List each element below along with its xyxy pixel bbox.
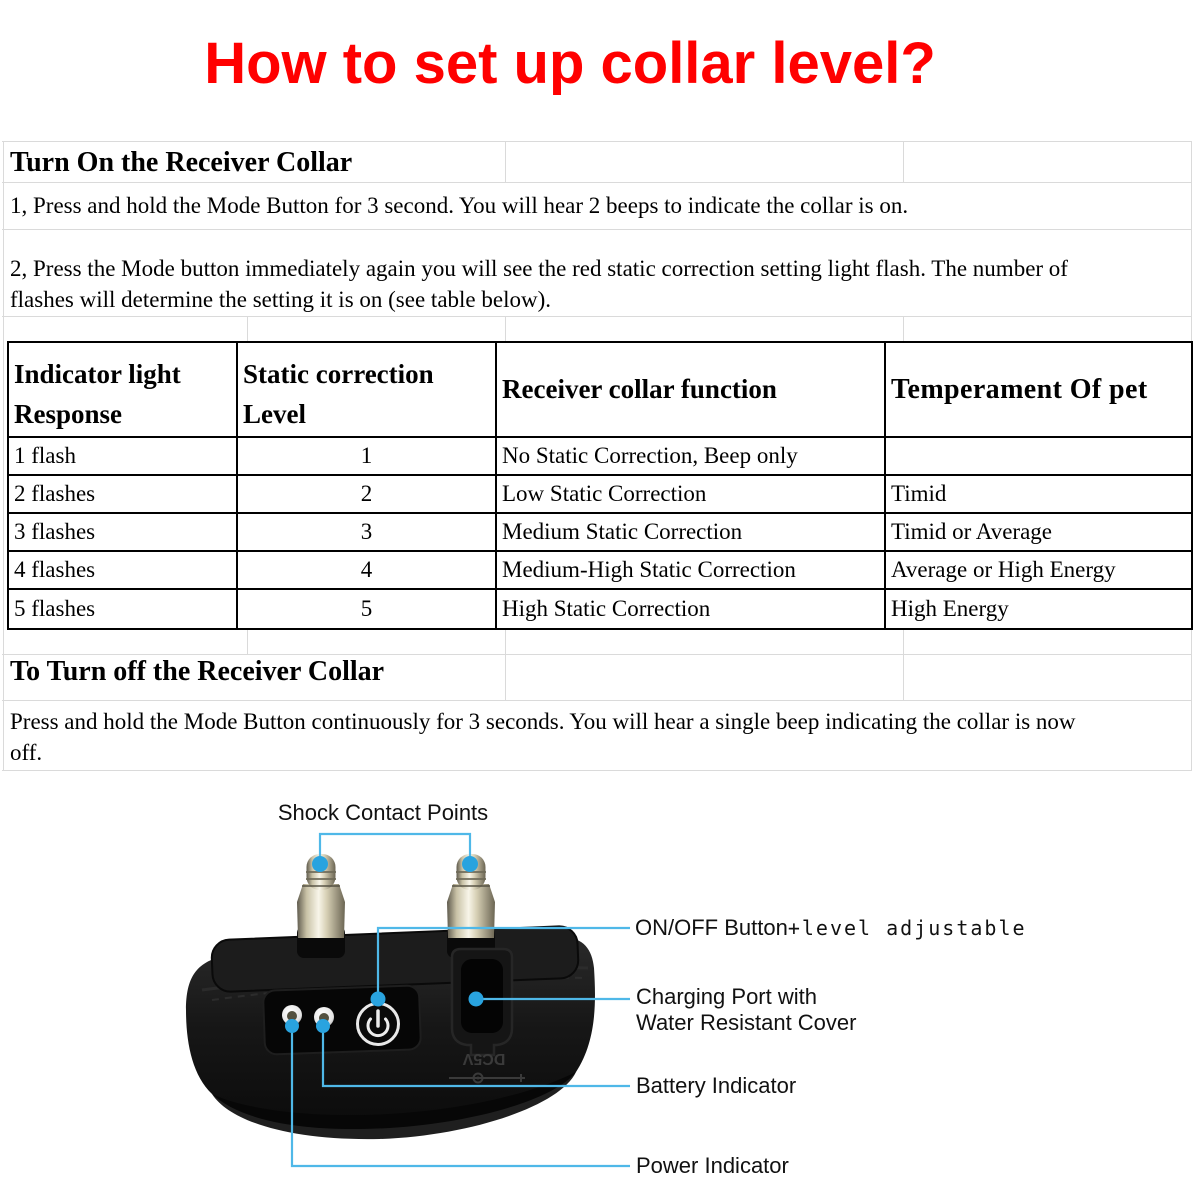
- table-row-cell: Medium-High Static Correction: [497, 552, 886, 590]
- table-row-cell: No Static Correction, Beep only: [497, 438, 886, 476]
- table-row-cell: 4 flashes: [9, 552, 238, 590]
- table-row-cell: 1 flash: [9, 438, 238, 476]
- mode-power-button: [358, 1004, 399, 1045]
- onoff-dot: [371, 992, 386, 1007]
- onoff-button-label: ON/OFF Button+level adjustable: [635, 915, 1027, 940]
- battery-dot: [316, 1019, 330, 1033]
- table-row-cell: 3: [238, 514, 497, 552]
- power-indicator-label: Power Indicator: [636, 1153, 789, 1178]
- table-row-cell: 3 flashes: [9, 514, 238, 552]
- table-row-cell: 1: [238, 438, 497, 476]
- shock-dot-right: [462, 856, 478, 872]
- col-header-function: Receiver collar function: [497, 343, 886, 438]
- paragraph-turn-off: [10, 706, 1200, 768]
- heading-turn-on: Turn On the Receiver Collar: [10, 147, 353, 178]
- table-row-cell: High Static Correction: [497, 590, 886, 628]
- table-row-cell: Timid or Average: [886, 514, 1191, 552]
- col-header-indicator: Indicator light Response: [9, 343, 238, 438]
- shock-contact-points-label: Shock Contact Points: [277, 800, 489, 825]
- col-header-temperament: Temperament Of pet: [886, 343, 1191, 438]
- table-row-cell: 2 flashes: [9, 476, 238, 514]
- shock-dot-left: [312, 856, 328, 872]
- correction-level-table: [7, 341, 1193, 630]
- paragraph-step2: [10, 253, 1200, 315]
- turnoff-line2: off.: [10, 740, 43, 765]
- table-row-cell: 5 flashes: [9, 590, 238, 628]
- dc5v-text: DC5V: [462, 1050, 506, 1067]
- col-header-static-level: Static correction Level: [238, 343, 497, 438]
- page-title: How to set up collar level?: [204, 31, 936, 96]
- step2-line2: flashes will determine the setting it is on (see table below).: [10, 287, 551, 312]
- table-row-cell: Average or High Energy: [886, 552, 1191, 590]
- table-row-cell: 5: [238, 590, 497, 628]
- table-row-cell: Medium Static Correction: [497, 514, 886, 552]
- table-row-cell: 2: [238, 476, 497, 514]
- table-row-cell: Low Static Correction: [497, 476, 886, 514]
- table-row-cell: 4: [238, 552, 497, 590]
- battery-indicator-label: Battery Indicator: [636, 1073, 797, 1098]
- turnoff-line1: Press and hold the Mode Button continuously for 3 seconds. You will hear a single beep indicating the collar is now: [10, 709, 1076, 734]
- shock-callout-line: [320, 834, 470, 860]
- charging-port-label: Charging Port with Water Resistant Cover: [636, 984, 857, 1035]
- collar-diagram: [0, 780, 1200, 1200]
- table-row-cell: [886, 438, 1191, 476]
- heading-turn-off: To Turn off the Receiver Collar: [10, 656, 385, 687]
- step1-line1: 1, Press and hold the Mode Button for 3 second. You will hear 2 beeps to indicate the collar is on.: [10, 193, 909, 218]
- power-dot: [285, 1019, 299, 1033]
- step2-line1: 2, Press the Mode button immediately again you will see the red static correction setting light flash. The number of: [10, 256, 1068, 281]
- charging-dot: [469, 992, 484, 1007]
- paragraph-step1: [10, 190, 1190, 221]
- table-row-cell: High Energy: [891, 596, 1009, 621]
- table-row-cell: Timid: [886, 476, 1191, 514]
